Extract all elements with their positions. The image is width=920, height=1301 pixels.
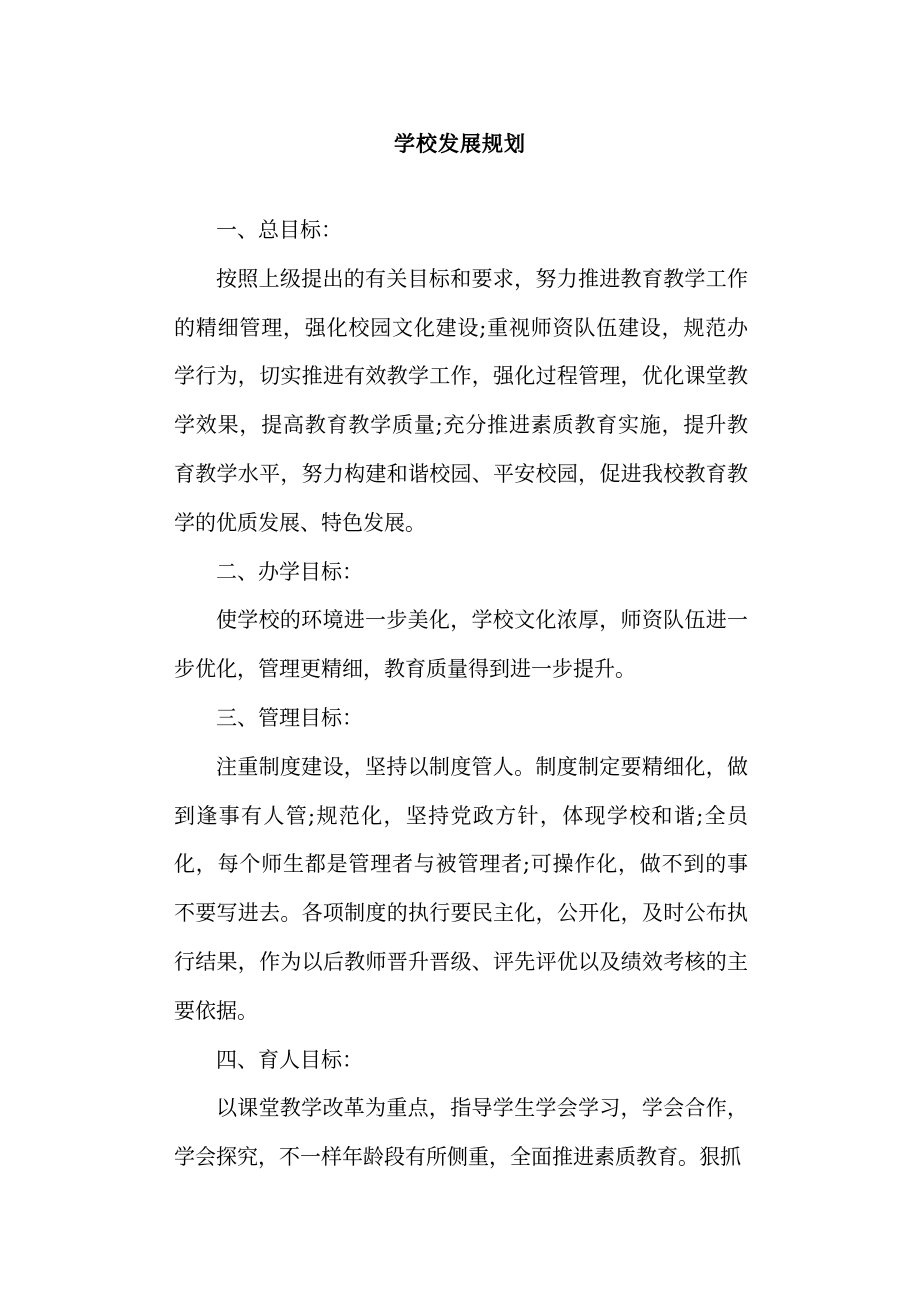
section-heading-school-goal: 二、办学目标： xyxy=(216,559,363,584)
section-heading-management-goal: 三、管理目标： xyxy=(216,705,363,730)
document-title: 学校发展规划 xyxy=(394,131,526,156)
section-heading-education-goal: 四、育人目标： xyxy=(216,1047,363,1072)
section-heading-general-goal: 一、总目标： xyxy=(216,218,342,242)
section-paragraph-education-goal: 以课堂教学改革为重点，指导学生学会学习，学会合作，学会探究，不一样年龄段有所侧重，全面推进素质教育。狠抓 xyxy=(174,1096,748,1170)
section-paragraph-management-goal: 注重制度建设，坚持以制度管人。制度制定要精细化，做到逢事有人管;规范化，坚持党政方针，体现学校和谐;全员化，每个师生都是管理者与被管理者;可操作化，做不到的事不要写进去。各项制度的执行要民主化，公开化，及时公布执行结果，作为以后教师晋升晋级、评先评优以及绩效考核的主要依据。 xyxy=(174,754,748,1023)
section-paragraph-school-goal: 使学校的环境进一步美化，学校文化浓厚，师资队伍进一步优化，管理更精细，教育质量得到进一步提升。 xyxy=(174,608,748,682)
document-body xyxy=(174,206,748,1182)
section-paragraph-general-goal: 按照上级提出的有关目标和要求，努力推进教育教学工作的精细管理，强化校园文化建设;重视师资队伍建设，规范办学行为，切实推进有效教学工作，强化过程管理，优化课堂教学效果，提高教育教学质量;充分推进素质教育实施，提升教育教学水平，努力构建和谐校园、平安校园，促进我校教育教学的优质发展、特色发展。 xyxy=(174,266,748,535)
